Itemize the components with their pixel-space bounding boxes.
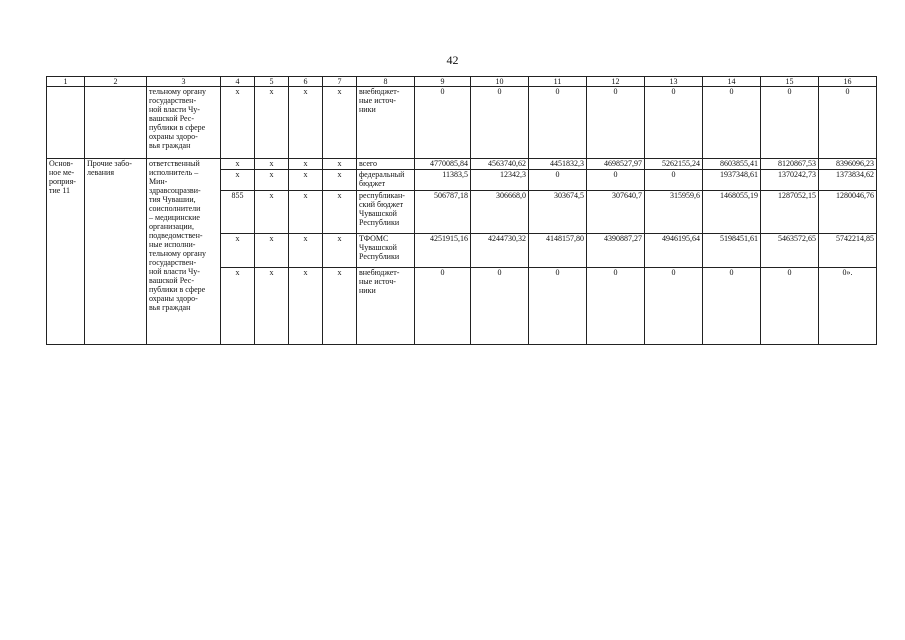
value-cell: 8120867,53 bbox=[761, 159, 819, 170]
source-cell: внебюджет- ные источ- ники bbox=[357, 87, 415, 159]
header-cell: 6 bbox=[289, 77, 323, 87]
value-cell: 0 bbox=[761, 87, 819, 159]
code-cell: х bbox=[255, 159, 289, 170]
value-cell: 4244730,32 bbox=[471, 234, 529, 268]
value-cell: 4148157,80 bbox=[529, 234, 587, 268]
source-cell: федеральный бюджет bbox=[357, 170, 415, 191]
value-cell: 0 bbox=[819, 87, 877, 159]
value-cell: 11383,5 bbox=[415, 170, 471, 191]
value-cell: 4563740,62 bbox=[471, 159, 529, 170]
code-cell: х bbox=[289, 159, 323, 170]
code-cell: х bbox=[255, 234, 289, 268]
executor-cell: тельному органу государствен- ной власти Чу- вашской Рес- публики в сфере охраны здоро- вья граждан bbox=[147, 87, 221, 159]
value-cell: 4251915,16 bbox=[415, 234, 471, 268]
value-cell: 1468055,19 bbox=[703, 191, 761, 234]
header-cell: 7 bbox=[323, 77, 357, 87]
value-cell: 0 bbox=[529, 87, 587, 159]
value-cell: 5742214,85 bbox=[819, 234, 877, 268]
code-cell: х bbox=[323, 159, 357, 170]
value-cell: 0 bbox=[587, 268, 645, 345]
value-cell: 0 bbox=[587, 87, 645, 159]
budget-table bbox=[46, 76, 877, 345]
code-cell: х bbox=[323, 268, 357, 345]
source-cell: внебюджет- ные источ- ники bbox=[357, 268, 415, 345]
header-row bbox=[47, 77, 877, 87]
value-cell: 12342,3 bbox=[471, 170, 529, 191]
value-cell: 1373834,62 bbox=[819, 170, 877, 191]
table-row bbox=[47, 159, 877, 170]
value-cell: 4451832,3 bbox=[529, 159, 587, 170]
header-cell: 8 bbox=[357, 77, 415, 87]
value-cell: 5198451,61 bbox=[703, 234, 761, 268]
value-cell: 307640,7 bbox=[587, 191, 645, 234]
code-cell: х bbox=[255, 170, 289, 191]
value-cell: 8603855,41 bbox=[703, 159, 761, 170]
source-cell: всего bbox=[357, 159, 415, 170]
table-row bbox=[47, 87, 877, 159]
code-cell: х bbox=[323, 87, 357, 159]
value-cell: 303674,5 bbox=[529, 191, 587, 234]
value-cell: 315959,6 bbox=[645, 191, 703, 234]
value-cell: 1937348,61 bbox=[703, 170, 761, 191]
value-cell: 0 bbox=[761, 268, 819, 345]
code-cell: х bbox=[289, 170, 323, 191]
code-cell: х bbox=[323, 170, 357, 191]
code-cell: х bbox=[289, 191, 323, 234]
code-cell: 855 bbox=[221, 191, 255, 234]
code-cell: х bbox=[289, 87, 323, 159]
code-cell: х bbox=[323, 191, 357, 234]
code-cell: х bbox=[221, 234, 255, 268]
value-cell: 5262155,24 bbox=[645, 159, 703, 170]
value-cell: 0 bbox=[587, 170, 645, 191]
header-cell: 4 bbox=[221, 77, 255, 87]
value-cell: 506787,18 bbox=[415, 191, 471, 234]
value-cell: 0 bbox=[529, 170, 587, 191]
code-cell: х bbox=[221, 268, 255, 345]
header-cell: 2 bbox=[85, 77, 147, 87]
code-cell: х bbox=[289, 234, 323, 268]
code-cell: х bbox=[323, 234, 357, 268]
value-cell: 8396096,23 bbox=[819, 159, 877, 170]
value-cell: 0 bbox=[415, 268, 471, 345]
code-cell: х bbox=[221, 87, 255, 159]
header-cell: 5 bbox=[255, 77, 289, 87]
value-cell: 1280046,76 bbox=[819, 191, 877, 234]
executor-cell: ответственный исполнитель – Мин- здравсоцразви- тия Чувашии, соисполнители – медицинские организации, подведомствен- ные исполни- тельному органу государствен- ной власти Чу- вашской Рес- публики в сфере охраны здоро- вья граждан bbox=[147, 159, 221, 345]
value-cell: 0 bbox=[529, 268, 587, 345]
value-cell: 0 bbox=[415, 87, 471, 159]
source-cell: ТФОМС Чувашской Республики bbox=[357, 234, 415, 268]
source-cell: республикан- ский бюджет Чувашской Республики bbox=[357, 191, 415, 234]
value-cell: 5463572,65 bbox=[761, 234, 819, 268]
code-cell: х bbox=[289, 268, 323, 345]
code-cell: х bbox=[221, 170, 255, 191]
value-cell: 0 bbox=[471, 268, 529, 345]
value-cell: 4770085,84 bbox=[415, 159, 471, 170]
code-cell: х bbox=[255, 191, 289, 234]
value-cell: 0 bbox=[471, 87, 529, 159]
header-cell: 3 bbox=[147, 77, 221, 87]
value-cell: 0 bbox=[703, 268, 761, 345]
value-cell: 0 bbox=[703, 87, 761, 159]
header-cell: 11 bbox=[529, 77, 587, 87]
value-cell: 0 bbox=[645, 87, 703, 159]
value-cell: 4390887,27 bbox=[587, 234, 645, 268]
page-number: 42 bbox=[446, 53, 459, 67]
value-cell: 4698527,97 bbox=[587, 159, 645, 170]
value-cell: 1370242,73 bbox=[761, 170, 819, 191]
header-cell: 12 bbox=[587, 77, 645, 87]
col2-cell bbox=[85, 87, 147, 159]
value-cell: 0». bbox=[819, 268, 877, 345]
event-name-cell: Прочие забо- левания bbox=[85, 159, 147, 345]
value-cell: 0 bbox=[645, 170, 703, 191]
value-cell: 1287052,15 bbox=[761, 191, 819, 234]
code-cell: х bbox=[255, 87, 289, 159]
header-cell: 9 bbox=[415, 77, 471, 87]
col1-cell bbox=[47, 87, 85, 159]
code-cell: х bbox=[255, 268, 289, 345]
header-cell: 10 bbox=[471, 77, 529, 87]
value-cell: 4946195,64 bbox=[645, 234, 703, 268]
event-number-cell: Основ- ное ме- роприя- тие 11 bbox=[47, 159, 85, 345]
header-cell: 15 bbox=[761, 77, 819, 87]
value-cell: 0 bbox=[645, 268, 703, 345]
header-cell: 13 bbox=[645, 77, 703, 87]
header-cell: 1 bbox=[47, 77, 85, 87]
value-cell: 306668,0 bbox=[471, 191, 529, 234]
code-cell: х bbox=[221, 159, 255, 170]
header-cell: 14 bbox=[703, 77, 761, 87]
header-cell: 16 bbox=[819, 77, 877, 87]
